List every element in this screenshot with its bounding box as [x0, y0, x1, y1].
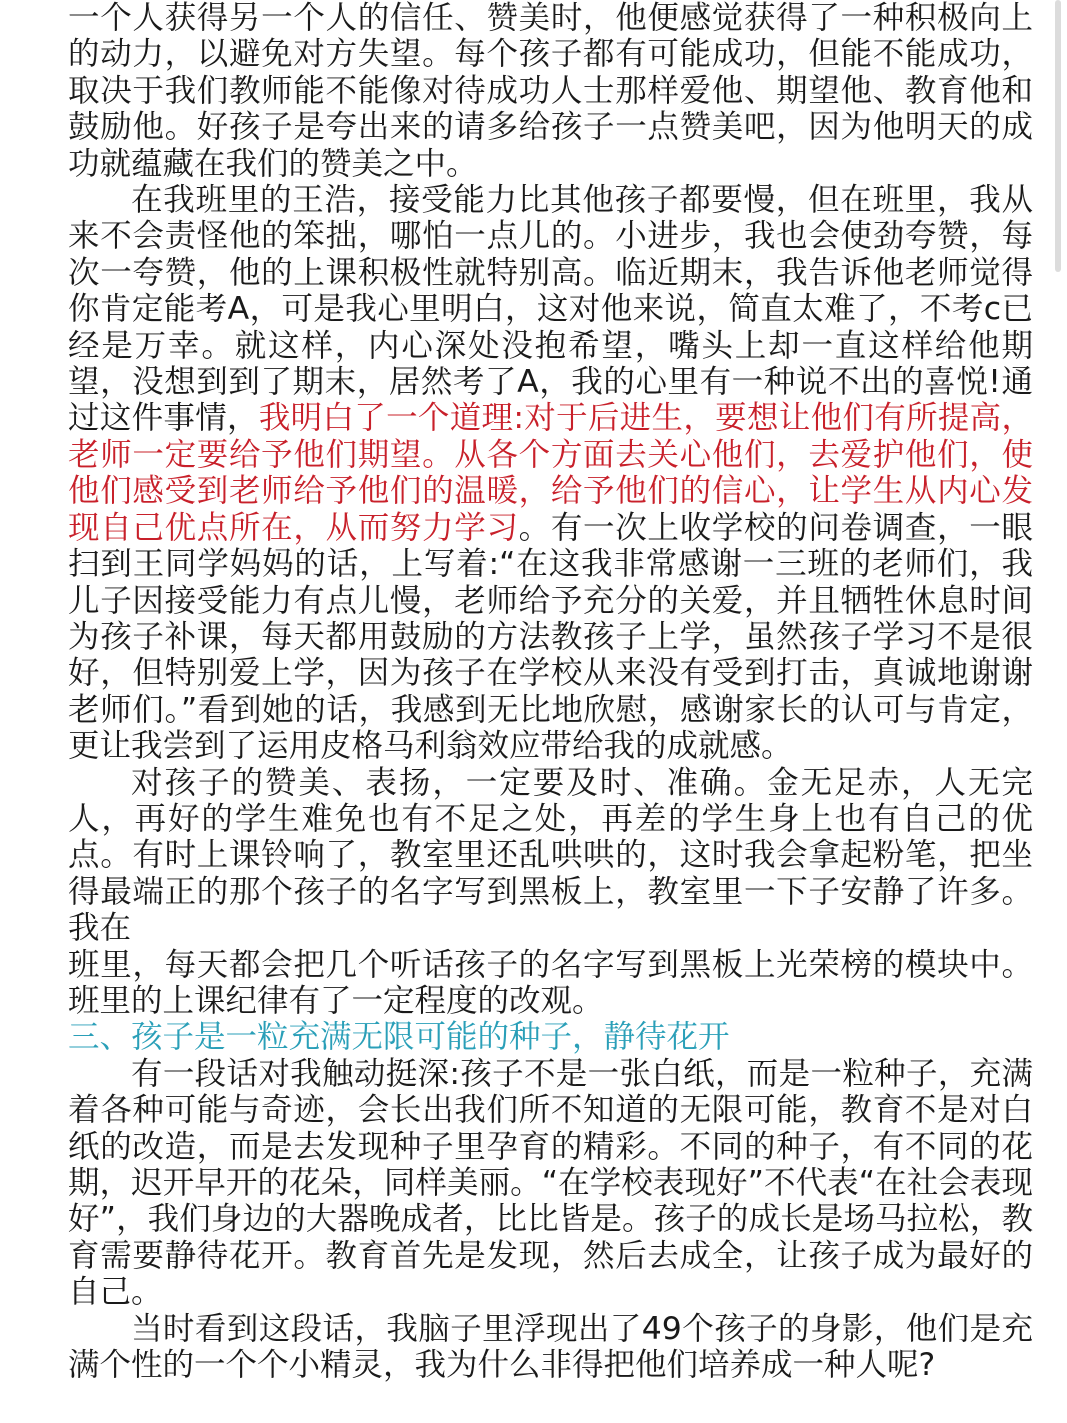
- paragraph-honor-roll: [68, 947, 1033, 1020]
- paragraph-text: 班里，每天都会把几个听话孩子的名字写到黑板上光荣榜的模块中。班里的上课纪律有了一定程度的改观。: [68, 946, 1033, 1019]
- paragraph-text: 对孩子的赞美、表扬，一定要及时、准确。金无足赤，人无完人，再好的学生难免也有不足之处，再差的学生身上也有自己的优点。有时上课铃响了，教室里还乱哄哄的，这时我会拿起粉笔，把坐得最端正的那个孩子的名字写到黑板上，教室里一下子安静了许多。我在: [68, 764, 1033, 947]
- section-heading-three: [68, 1019, 1033, 1055]
- paragraph-text: 一个人获得另一个人的信任、赞美时，他便感觉获得了一种积极向上的动力，以避免对方失望。每个孩子都有可能成功，但能不能成功，取决于我们教师能不能像对待成功人士那样爱他、期望他、教育他和鼓励他。好孩子是夸出来的请多给孩子一点赞美吧，因为他明天的成功就蕴藏在我们的赞美之中。: [68, 0, 1033, 182]
- vertical-scrollbar[interactable]: [1055, 0, 1061, 272]
- document-page: [68, 0, 1033, 1423]
- paragraph-timely-praise: [68, 765, 1033, 947]
- paragraph-49-children: [68, 1311, 1033, 1384]
- highlighted-lesson-text: 我明白了一个道理:对于后进生，要想让他们有所提高，老师一定要给予他们期望。从各个方面去关心他们，去爱护他们，使他们感受到老师给予他们的温暖，给予他们的信心，让学生从内心发现自己优点所在，从而努力学习: [68, 400, 1033, 546]
- paragraph-praise-intro: [68, 0, 1033, 182]
- heading-text: 三、孩子是一粒充满无限可能的种子，静待花开: [68, 1019, 730, 1056]
- paragraph-text: 有一段话对我触动挺深:孩子不是一张白纸，而是一粒种子，充满着各种可能与奇迹，会长出我们所不知道的无限可能，教育不是对白纸的改造，而是去发现种子里孕育的精彩。不同的种子，有不同的花期，迟开早开的花朵，同样美丽。“在学校表现好”不代表“在社会表现好”，我们身边的大器晚成者，比比皆是。孩子的成长是场马拉松，教育需要静待花开。教育首先是发现，然后去成全，让孩子成为最好的自己。: [68, 1055, 1033, 1311]
- paragraph-seed-metaphor: [68, 1056, 1033, 1311]
- paragraph-text: 。有一次上收学校的问卷调查，一眼扫到王同学妈妈的话，上写着:“在这我非常感谢一三班的老师们，我儿子因接受能力有点儿慢，老师给予充分的关爱，并且牺牲休息时间为孩子补课，每天都用鼓励的方法教孩子上学，虽然孩子学习不是很好，但特别爱上学，因为孩子在学校从来没有受到打击，真诚地谢谢老师们。”看到她的话，我感到无比地欣慰，感谢家长的认可与肯定，更让我尝到了运用皮格马利翁效应带给我的成就感。: [68, 509, 1033, 765]
- paragraph-text: 当时看到这段话，我脑子里浮现出了49个孩子的身影，他们是充满个性的一个个小精灵，我为什么非得把他们培养成一种人呢?: [68, 1310, 1033, 1384]
- paragraph-text: 在我班里的王浩，接受能力比其他孩子都要慢，但在班里，我从来不会责怪他的笨拙，哪怕一点儿的。小进步，我也会使劲夸赞，每次一夸赞，他的上课积极性就特别高。临近期末，我告诉他老师觉得你肯定能考A，可是我心里明白，这对他来说，简直太难了，不考c已经是万幸。就这样，内心深处没抱希望，嘴头上却一直这样给他期望，没想到到了期末，居然考了A，我的心里有一种说不出的喜悦!通过这件事情，: [68, 182, 1033, 437]
- paragraph-wang-hao-story: [68, 182, 1033, 765]
